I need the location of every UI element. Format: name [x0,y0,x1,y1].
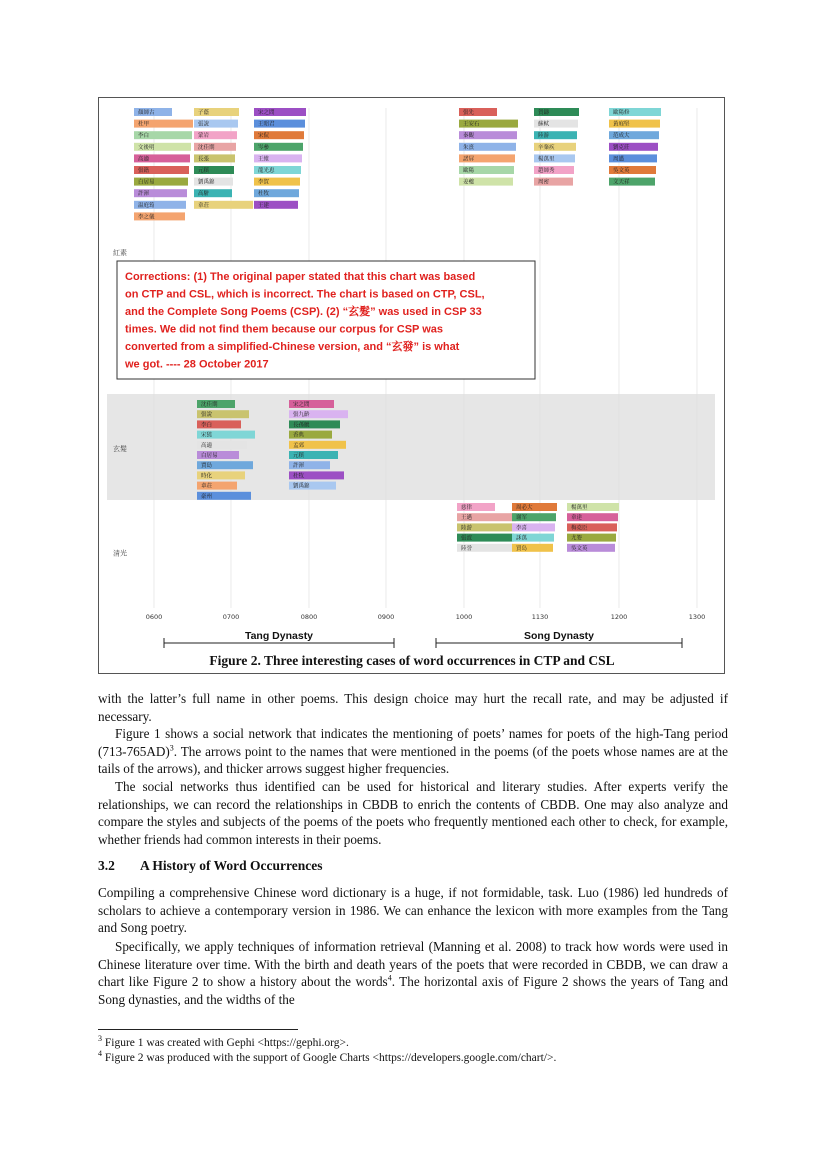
timeline-bar-label: 李賀 [258,179,270,186]
timeline-bar-label: 朱熹 [463,144,475,151]
footnote-text: Figure 1 was created with Gephi <https://gephi.org>. [102,1037,349,1049]
x-tick-label: 0600 [145,613,163,621]
footnotes [98,1036,556,1066]
timeline-bar-label: 蘇軾 [538,121,550,128]
timeline-bar-label: 辛棄疾 [538,144,555,151]
timeline-bar-label: 王維 [258,156,270,163]
timeline-bar-label: 時化 [201,473,213,480]
timeline-bar-label: 高適 [138,156,150,163]
timeline-bar-label: 陸誉 [461,545,473,552]
timeline-bar-label: 吳文英 [613,168,630,174]
timeline-bar-label: 沈佳期 [201,402,218,408]
timeline-bar-label: 楊萬里 [538,156,555,163]
correction-line: converted from a simplified-Chinese version, and “玄發” is what [125,341,460,353]
timeline-bar-label: 吳文英 [571,545,588,552]
footnote-mark: 4 [98,1049,102,1059]
timeline-bar-label: 李之儀 [138,214,155,221]
paragraph-2 [98,725,728,778]
timeline-bar-label: 長張 [198,156,210,163]
body-paragraph-5 [98,938,728,1008]
timeline-bar-label: 賈島 [201,463,213,470]
timeline-bar-label: 白居易 [138,179,155,186]
timeline-bar-label: 杜牧 [258,191,270,198]
row-band-3 [107,500,715,603]
timeline-bar-label: 文後明 [138,144,155,151]
timeline-bar-label: 文天祥 [613,179,630,186]
timeline-bar-label: 韋荘 [198,202,210,209]
body-paragraph-3 [98,778,728,848]
timeline-bar-label: 杜甲 [138,121,150,128]
correction-line: and the Complete Song Poems (CSP). (2) “玄髮” was used in CSP 33 [125,306,482,318]
timeline-bar-label: 香典 [293,432,305,439]
paragraph-1: with the latter’s full name in other poems. This design choice may hurt the recall rate, and may be adjusted if necessary. [98,691,728,724]
timeline-bar-label: 高駢 [198,191,210,198]
section-title: A History of Word Occurrences [140,858,323,873]
footnote-text: Figure 2 was produced with the support of Google Charts <https://developers.google.com/chart/>. [102,1052,557,1064]
timeline-bar-label: 谢军 [516,515,528,522]
timeline-bar-label: 陸游 [538,133,550,140]
timeline-bar-label: 宋侃 [258,133,270,140]
timeline-bar-label: 張先 [463,110,475,116]
timeline-bar-label: 子蔭 [198,110,210,116]
footnote-3 [98,1036,556,1051]
timeline-bar-label: 李喜 [516,525,528,532]
timeline-bar-label: 趙師秀 [538,168,555,174]
timeline-bar-label: 黃庭堅 [613,121,630,128]
paragraph-5 [98,938,728,1008]
figure-caption: Figure 2. Three interesting cases of word occurrences in CTP and CSL [209,653,615,668]
footnote-4 [98,1051,556,1066]
tang-dynasty-label: Tang Dynasty [244,630,314,642]
timeline-bar-label: 張說 [201,412,213,419]
timeline-bar-label: 豪州 [201,493,213,500]
timeline-bar-label: 劉禹錦 [293,483,310,490]
paragraph-5-text-b: . The horizontal axis of Figure 2 shows the years of Tang and Song dynasties, and the widths of the [98,974,728,1007]
paragraph-2-text-b: . The arrows point to the names that were mentioned in the poems (of the poets whose names are at the tails of the arrows), and thicker arrows suggest higher frequencies. [98,743,728,776]
timeline-bar-label: 李白 [201,422,213,429]
section-heading [98,858,322,874]
timeline-bar-label: 尤妴 [571,535,583,542]
row-label-3: 清光 [113,549,127,558]
x-tick-label: 1000 [455,613,473,621]
paragraph-4: Compiling a comprehensive Chinese word dictionary is a huge, if not formidable, task. Luo (1986) led hundreds of scholars to achieve a contemporary version in 1986. We can enhance the lexicon with more examples from the Tang and Song poetry. [98,885,728,935]
figure-2 [98,97,725,674]
song-dynasty-label: Song Dynasty [523,630,595,642]
timeline-bar-label: 顏師古 [138,110,155,116]
timeline-bar-label: 高適 [201,442,213,449]
timeline-bar-label: 温庭筠 [138,202,155,209]
timeline-bar-label: 周密 [538,179,550,186]
timeline-bar-label: 張籍 [138,168,150,174]
timeline-bar-label: 賀鑄 [538,110,550,116]
timeline-bar-label: 陸游 [461,525,473,532]
body-paragraph-2 [98,725,728,778]
timeline-bar-label: 劉克莊 [613,144,630,151]
timeline-bar-label: 梅堯臣 [571,525,588,532]
timeline-bar-label: 許渾 [138,191,150,198]
timeline-bar-label: 元稹 [293,453,305,459]
timeline-bar-label: 歐陽 [463,168,475,174]
timeline-bar-label: 姜夔 [463,179,475,186]
timeline-bar-label: 白居易 [201,453,218,459]
footnote-mark: 3 [98,1034,102,1044]
footnote-ref-4[interactable]: 4 [387,973,392,983]
timeline-bar-label: 王安石 [463,121,480,128]
timeline-bar-label: 宋獟 [201,432,213,439]
correction-line: times. We did not find them because our corpus for CSP was [125,323,444,336]
x-tick-label: 1200 [610,613,628,621]
timeline-bar-label: 歐陽修 [613,110,630,116]
timeline-bar-label: 長孫骴 [293,422,310,429]
timeline-bar-label: 岑參 [258,144,270,151]
timeline-bar-label: 宋之問 [293,402,310,408]
paragraph-5-text-a: Specifically, we apply techniques of information retrieval (Manning et al. 2008) to track how words were used in Chinese literature over time. With the birth and death years of the poets that were recorded in CBDB, we can draw a chart like Figure 2 to show a history about the words [98,939,728,989]
timeline-bar-label: 諾屏 [463,156,475,163]
timeline-bar-label: 元稹 [198,168,210,174]
timeline-bar-label: 劉禹錦 [198,179,215,186]
timeline-bar-label: 慈律 [461,505,473,511]
footnote-ref-3[interactable]: 3 [169,743,174,753]
body-paragraph-1 [98,690,728,725]
row-label-1: 紅素 [113,249,127,257]
paragraph-3: The social networks thus identified can be used for historical and literary studies. After experts verify the relationships, we can record the relationships in CBDB to enrich the contents of CBDB. One may also analyze and compare the styles and subjects of the poems of the poets who frequently mentioned each other to check, for example, whether friends had common interests in their poems. [98,779,728,847]
x-tick-label: 1300 [688,613,706,621]
paragraph-2-text-a: Figure 1 shows a social network that indicates the mentioning of poets’ names for poets of the high-Tang period (713-765AD) [98,726,728,759]
timeline-bar-label: 買岛 [516,545,528,552]
timeline-bar-label: 張說 [198,121,210,128]
timeline-bar-label: 秦觀 [463,133,475,140]
row-label-2: 玄髮 [113,445,127,453]
timeline-bar-label: 孟郊 [293,442,305,449]
correction-line: on CTP and CSL, which is incorrect. The chart is based on CTP, CSL, [125,288,485,301]
timeline-bar-label: 張九齡 [293,412,310,419]
timeline-bar-label: 李白 [138,133,150,140]
word-timeline-chart [99,98,724,673]
correction-line: we got. ---- 28 October 2017 [125,358,269,371]
timeline-bar-label: 許渾 [293,463,305,470]
timeline-bar-label: 龍光恵 [258,168,275,174]
correction-line: Corrections: (1) The original paper stated that this chart was based [125,271,476,283]
timeline-bar-label: 張波 [461,535,473,542]
timeline-bar-label: 王昭君 [258,121,275,128]
x-tick-label: 0800 [300,613,318,621]
timeline-bar-label: 范成大 [613,133,630,140]
timeline-bar-label: 周邁 [613,156,625,163]
timeline-bar-label: 王建 [258,202,270,209]
timeline-bar-label: 蒙岩 [198,133,210,140]
timeline-bar-label: 訸萬 [516,535,528,542]
timeline-bar-label: 韋荘 [201,483,213,490]
timeline-bar-label: 宋之問 [258,110,275,116]
footnote-divider [98,1029,298,1030]
x-tick-label: 1130 [531,613,549,621]
x-tick-label: 0900 [377,613,395,621]
body-paragraph-4 [98,884,728,937]
x-tick-label: 0700 [222,613,240,621]
timeline-bar-label: 沈佳期 [198,144,215,151]
timeline-bar-label: 杜牧 [293,473,305,480]
section-number: 3.2 [98,858,115,873]
timeline-bar-label: 韋達 [571,515,583,522]
timeline-bar-label: 王邁 [461,515,473,522]
timeline-bar-label: 楊萬里 [571,505,588,511]
timeline-bar-label: 周必大 [516,505,533,511]
